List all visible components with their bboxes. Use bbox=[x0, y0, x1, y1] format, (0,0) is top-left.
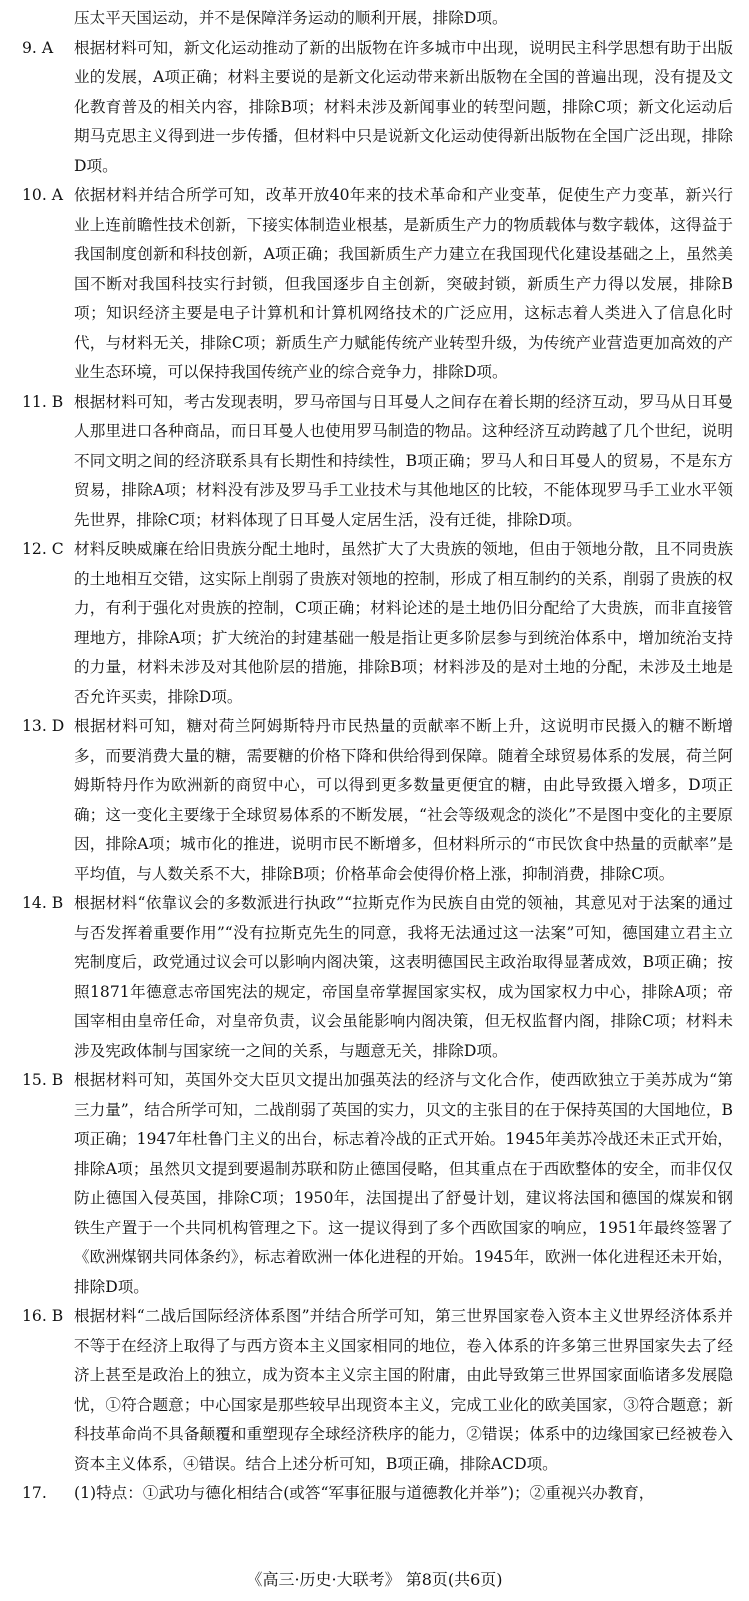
answer-page bbox=[0, 4, 749, 1601]
answer-explanation: 根据材料可知，考古发现表明，罗马帝国与日耳曼人之间存在着长期的经济互动，罗马从日耳曼人那里进口各种商品，而日耳曼人也使用罗马制造的物品。这种经济互动跨越了几个世纪，说明不同文明之间的经济联系具有长期性和持续性，B项正确；罗马人和日耳曼人的贸易，不是东方贸易，排除A项；材料没有涉及罗马手工业技术与其他地区的比较，不能体现罗马手工业水平领先世界，排除C项；材料体现了日耳曼人定居生活，没有迁徙，排除D项。 bbox=[74, 392, 733, 529]
answer-item-9 bbox=[22, 34, 733, 182]
answer-item-15 bbox=[22, 1066, 733, 1302]
intro-paragraph: 压太平天国运动，并不是保障洋务运动的顺利开展，排除D项。 bbox=[74, 9, 508, 27]
answer-item-13 bbox=[22, 712, 733, 889]
answer-item-14 bbox=[22, 889, 733, 1066]
answer-number: 16. B bbox=[22, 1307, 64, 1325]
answer-item-11 bbox=[22, 388, 733, 536]
answer-number: 14. B bbox=[22, 894, 64, 912]
answer-explanation: 根据材料可知，糖对荷兰阿姆斯特丹市民热量的贡献率不断上升，这说明市民摄入的糖不断增多，而要消费大量的糖，需要糖的价格下降和供给得到保障。随着全球贸易体系的发展，荷兰阿姆斯特丹作为欧洲新的商贸中心，可以得到更多数量更便宜的糖，由此导致摄入增多，D项正确；这一变化主要缘于全球贸易体系的不断发展，“社会等级观念的淡化”不是图中变化的主要原因，排除A项；城市化的推进，说明市民不断增多，但材料所示的“市民饮食中热量的贡献率”是平均值，与人数关系不大，排除B项；价格革命会使得价格上涨，抑制消费，排除C项。 bbox=[74, 717, 733, 883]
answer-number: 11. B bbox=[22, 392, 64, 411]
answer-explanation: 根据材料“二战后国际经济体系图”并结合所学可知，第三世界国家卷入资本主义世界经济体系并不等于在经济上取得了与西方资本主义国家相同的地位，卷入体系的许多第三世界国家失去了经济上甚至是政治上的独立，成为资本主义宗主国的附庸，由此导致第三世界国家面临诸多发展隐忧，①符合题意；中心国家是那些较早出现资本主义，完成工业化的欧美国家，③符合题意；新科技革命尚不具备颠覆和重塑现存全球经济秩序的能力，②错误；体系中的边缘国家已经被卷入资本主义体系，④错误。结合上述分析可知，B项正确，排除ACD项。 bbox=[74, 1307, 733, 1473]
answer-explanation: 依据材料并结合所学可知，改革开放40年来的技术革命和产业变革，促使生产力变革，新兴行业上连前瞻性技术创新，下接实体制造业根基，是新质生产力的物质载体与数字载体，这得益于我国制度创新和科技创新，A项正确；我国新质生产力建立在我国现代化建设基础之上，虽然美国不断对我国科技实行封锁，但我国逐步自主创新，突破封锁，新质生产力得以发展，排除B项；知识经济主要是电子计算机和计算机网络技术的广泛应用，这标志着人类进入了信息化时代，与材料无关，排除C项；新质生产力赋能传统产业转型升级，为传统产业营造更加高效的产业生态环境，可以保持我国传统产业的综合竞争力，排除D项。 bbox=[74, 186, 733, 381]
answer-explanation: 材料反映威廉在给旧贵族分配土地时，虽然扩大了大贵族的领地，但由于领地分散，且不同贵族的土地相互交错，这实际上削弱了贵族对领地的控制，形成了相互制约的关系，削弱了贵族的权力，有利于强化对贵族的控制，C项正确；材料论述的是土地仍旧分配给了大贵族，而非直接管理地方，排除A项；扩大统治的封建基础一般是指让更多阶层参与到统治体系中，增加统治支持的力量，材料未涉及对其他阶层的措施，排除B项；材料涉及的是对土地的分配，未涉及土地是否允许买卖，排除D项。 bbox=[74, 540, 733, 706]
answer-number: 17. bbox=[22, 1484, 47, 1502]
answer-item-17 bbox=[22, 1479, 733, 1509]
page-footer: 《高三·历史·大联考》 第8页(共6页) bbox=[246, 1570, 503, 1589]
answer-explanation: 根据材料可知，英国外交大臣贝文提出加强英法的经济与文化合作，使西欧独立于美苏成为“第三力量”，结合所学可知，二战削弱了英国的实力，贝文的主张目的在于保持英国的大国地位，B项正确；1947年杜鲁门主义的出台，标志着冷战的正式开始。1945年美苏冷战还未正式开始，排除A项；虽然贝文提到要遏制苏联和防止德国侵略，但其重点在于西欧整体的安全，而非仅仅防止德国入侵英国，排除C项；1950年，法国提出了舒曼计划，建议将法国和德国的煤炭和钢铁生产置于一个共同机构管理之下。这一提议得到了多个西欧国家的响应，1951年最终签署了《欧洲煤钢共同体条约》，标志着欧洲一体化进程的开始。1945年，欧洲一体化进程还未开始，排除D项。 bbox=[74, 1071, 733, 1296]
answer-item-16 bbox=[22, 1302, 733, 1479]
answer-number: 15. B bbox=[22, 1071, 64, 1089]
answer-number: 10. A bbox=[22, 186, 64, 204]
answer-number: 13. D bbox=[22, 717, 65, 735]
answer-item-12 bbox=[22, 535, 733, 712]
answer-item-10 bbox=[22, 181, 733, 388]
answer-explanation: 根据材料“依靠议会的多数派进行执政”“拉斯克作为民族自由党的领袖，其意见对于法案的通过与否发挥着重要作用”“没有拉斯克先生的同意，我将无法通过这一法案”可知，德国建立君主立宪制度后，政党通过议会可以影响内阁决策，这表明德国民主政治取得显著成效，B项正确；按照1871年德意志帝国宪法的规定，帝国皇帝掌握国家实权，成为国家权力中心，排除A项；帝国宰相由皇帝任命，对皇帝负责，议会虽能影响内阁决策，但无权监督内阁，排除C项；材料未涉及宪政体制与国家统一之间的关系，与题意无关，排除D项。 bbox=[74, 894, 733, 1060]
answer-number: 12. C bbox=[22, 540, 64, 558]
answer-explanation: 根据材料可知，新文化运动推动了新的出版物在许多城市中出现，说明民主科学思想有助于出版业的发展，A项正确；材料主要说的是新文化运动带来新出版物在全国的普遍出现，没有提及文化教育普及的相关内容，排除B项；材料未涉及新闻事业的转型问题，排除C项；新文化运动后期马克思主义得到进一步传播，但材料中只是说新文化运动使得新出版物在全国广泛出现，排除D项。 bbox=[74, 38, 733, 175]
answer-explanation: (1)特点：①武功与德化相结合(或答“军事征服与道德教化并举”)；②重视兴办教育， bbox=[74, 1484, 655, 1502]
answer-number: 9. A bbox=[22, 38, 54, 57]
